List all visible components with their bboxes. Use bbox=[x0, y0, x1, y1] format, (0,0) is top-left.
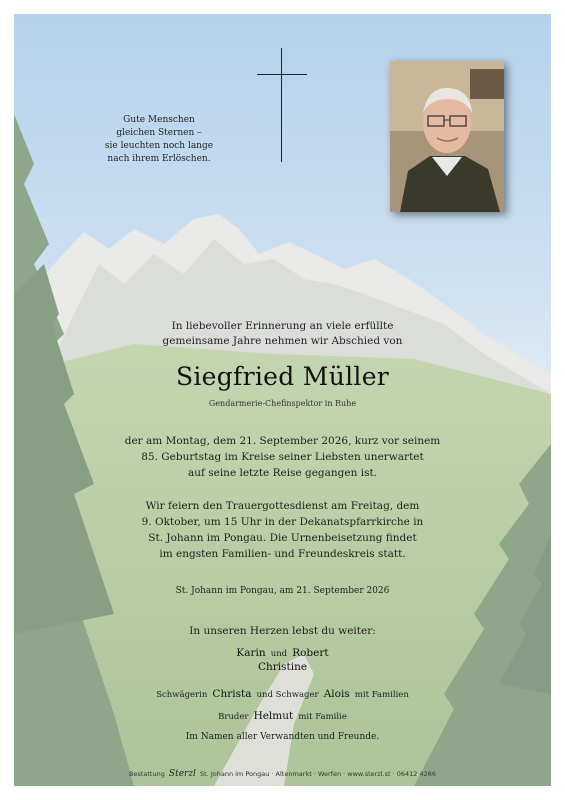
service-line: im engsten Familien- und Freundeskreis statt. bbox=[159, 548, 406, 560]
death-line: auf seine letzte Reise gegangen ist. bbox=[187, 467, 378, 479]
mourner-relation: Schwägerin bbox=[156, 690, 208, 700]
death-notice bbox=[74, 433, 491, 481]
intro-line: In liebevoller Erinnerung an viele erfüllte bbox=[171, 320, 394, 332]
quote-line: gleichen Sternen – bbox=[116, 128, 202, 138]
deceased-name: Siegfried Müller bbox=[175, 362, 390, 391]
quote-line: sie leuchten noch lange bbox=[104, 141, 214, 151]
footer-text: St. Johann im Pongau · Altenmarkt · Werfen · www.sterzl.st · 06412 4266 bbox=[200, 770, 437, 778]
mourner-name: Karin bbox=[236, 647, 266, 659]
mourner-relation: und Schwager bbox=[256, 690, 319, 700]
service-line: Wir feiern den Trauergottesdienst am Freitag, dem bbox=[145, 500, 420, 512]
quote-line: Gute Menschen bbox=[123, 115, 195, 125]
place-and-date: St. Johann im Pongau, am 21. September 2026 bbox=[175, 586, 390, 596]
mourner-name: Robert bbox=[292, 647, 329, 659]
death-line: 85. Geburtstag im Kreise seiner Liebsten unerwartet bbox=[141, 451, 424, 463]
deceased-title: Gendarmerie-Chefinspektor in Ruhe bbox=[208, 399, 357, 408]
mourner-name: Alois bbox=[323, 688, 350, 700]
portrait-photo bbox=[390, 61, 504, 212]
service-line: 9. Oktober, um 15 Uhr in der Dekanatspfarrkirche in bbox=[141, 516, 424, 528]
mourner-relation: mit Familien bbox=[354, 690, 409, 700]
service-line: St. Johann im Pongau. Die Urnenbeisetzung findet bbox=[148, 532, 417, 544]
intro-line: gemeinsame Jahre nehmen wir Abschied von bbox=[162, 335, 403, 347]
cross-icon bbox=[257, 48, 307, 162]
quote bbox=[84, 114, 234, 166]
funeral-home-logo: Sterzl bbox=[168, 769, 196, 779]
quote-line: nach ihrem Erlöschen. bbox=[107, 154, 211, 164]
mourner-row bbox=[54, 707, 511, 724]
mourner-row bbox=[54, 685, 511, 702]
mourner-row bbox=[54, 658, 511, 674]
closing-line: Im Namen aller Verwandten und Freunde. bbox=[185, 732, 380, 742]
mourner-connector: und bbox=[270, 649, 288, 659]
mourner-name: Christine bbox=[257, 661, 308, 673]
funeral-service-info bbox=[74, 498, 491, 562]
obituary-card bbox=[14, 14, 551, 786]
mourner-name: Christa bbox=[212, 688, 252, 700]
in-memory-heading: In unseren Herzen lebst du weiter: bbox=[189, 625, 376, 637]
funeral-home-footer bbox=[54, 769, 511, 779]
mourner-relation: Bruder bbox=[218, 712, 249, 722]
intro-text bbox=[104, 319, 461, 349]
mourner-relation: mit Familie bbox=[298, 712, 347, 722]
death-line: der am Montag, dem 21. September 2026, kurz vor seinem bbox=[124, 435, 441, 447]
mourner-row bbox=[54, 727, 511, 744]
footer-prefix: Bestattung bbox=[128, 770, 165, 778]
mourner-name: Helmut bbox=[253, 710, 294, 722]
